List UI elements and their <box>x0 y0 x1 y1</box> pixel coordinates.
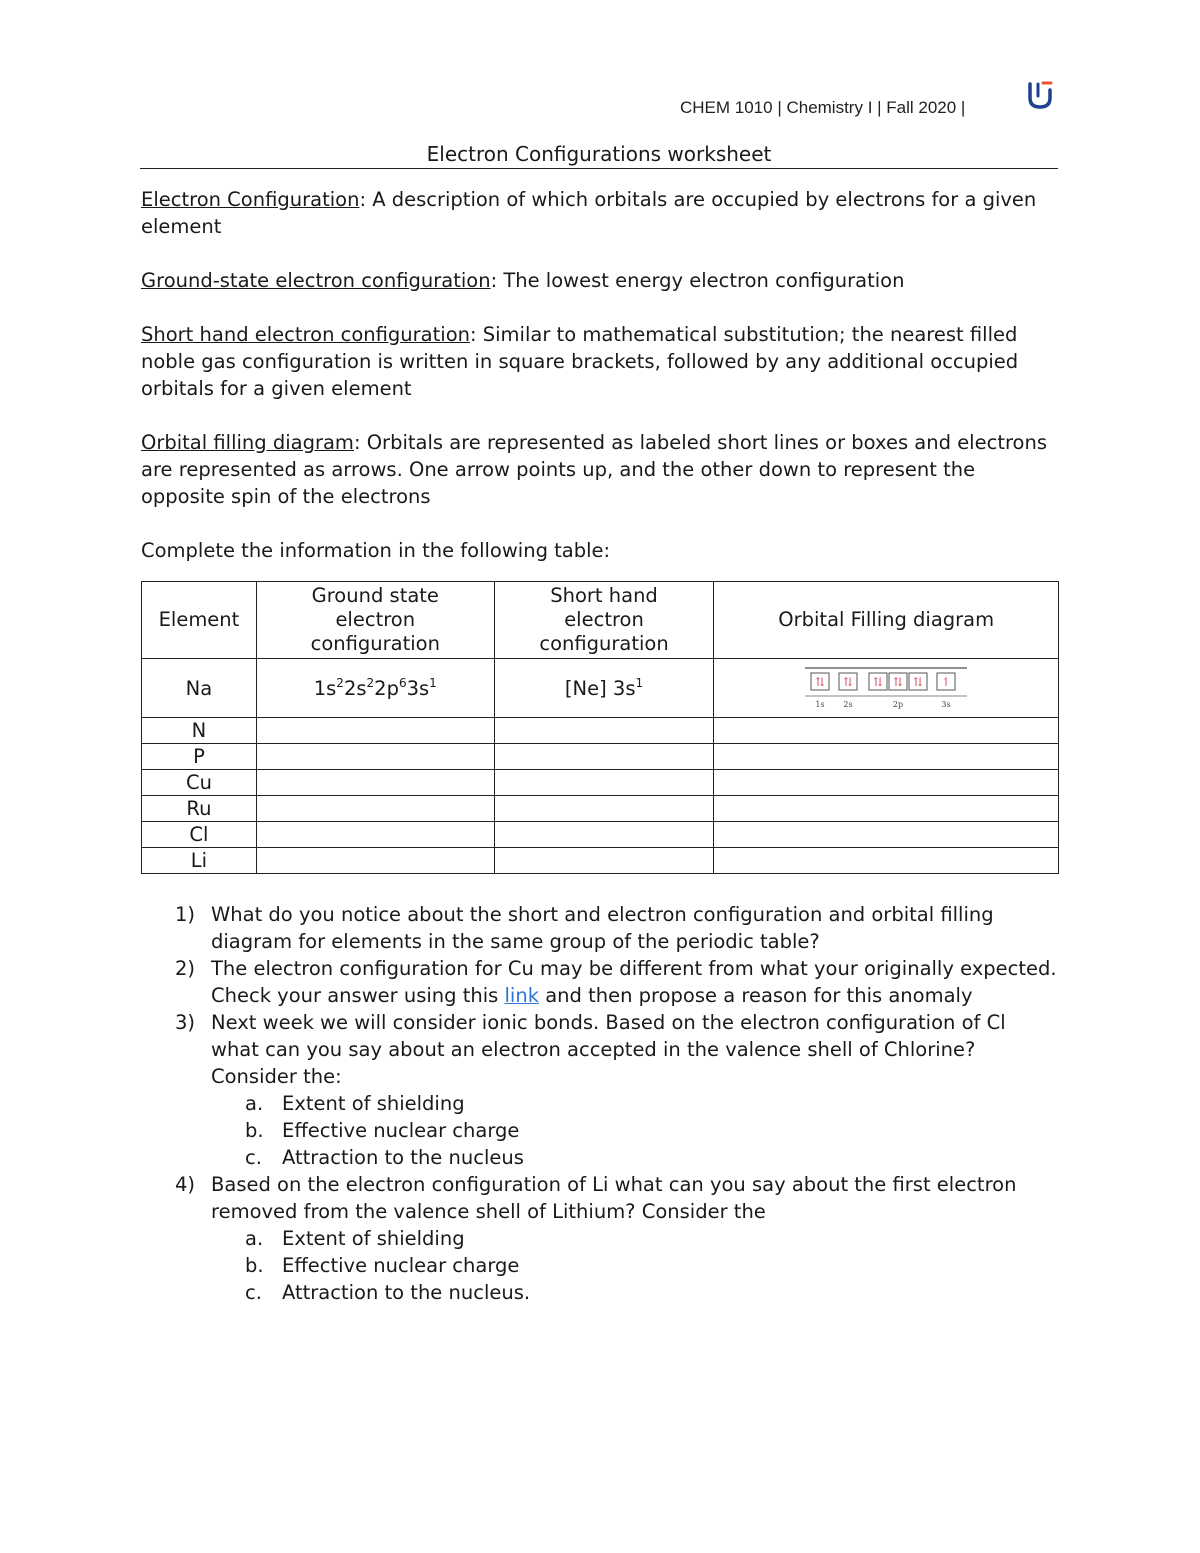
definition-text: : The lowest energy electron configuration <box>490 269 905 292</box>
table-row <box>142 848 1059 874</box>
header-element: Element <box>142 582 257 659</box>
short-hand-answer[interactable] <box>494 744 714 770</box>
example-element: Na <box>142 659 257 718</box>
definition-term: Electron Configuration <box>141 188 360 211</box>
question-2 <box>141 955 1059 1009</box>
short-hand-answer[interactable] <box>494 822 714 848</box>
element-cell: Ru <box>142 796 257 822</box>
svg-text:⇅: ⇅ <box>815 675 826 689</box>
electron-config-table <box>141 581 1059 874</box>
definition-short-hand <box>141 321 1059 402</box>
svg-text:↿: ↿ <box>941 675 952 689</box>
sub-text: Attraction to the nucleus. <box>282 1281 531 1304</box>
sub-text: Attraction to the nucleus <box>282 1146 524 1169</box>
definition-text: : Orbitals are represented as labeled short lines or boxes and electrons are represented as arrows. One arrow points up, and the other down to represent the opposite spin of the electrons <box>141 431 1048 508</box>
orbital-box-2p-2 <box>889 673 907 690</box>
question-text: Next week we will consider ionic bonds. Based on the electron configuration of Cl what can you say about an electron accepted in the valence shell of Chlorine? Consider the: <box>211 1011 1006 1088</box>
ground-state-answer[interactable] <box>256 770 494 796</box>
svg-text:⇅: ⇅ <box>893 675 904 689</box>
definition-text: : Similar to mathematical substitution; the nearest filled noble gas configuration is written in square brackets, followed by any additional occupied orbitals for a given element <box>141 323 1019 400</box>
element-cell: Li <box>142 848 257 874</box>
table-row <box>142 796 1059 822</box>
orbital-diagram-answer[interactable] <box>714 744 1059 770</box>
table-row <box>142 718 1059 744</box>
element-cell: Cl <box>142 822 257 848</box>
question-number: 1) <box>175 903 196 926</box>
question-number: 2) <box>175 957 196 980</box>
question-4-sub-b <box>141 1252 1059 1279</box>
question-text: What do you notice about the short and electron configuration and orbital filling diagram for elements in the same group of the periodic table? <box>211 903 994 953</box>
orbital-label: 3s <box>941 700 951 709</box>
definitions <box>141 186 1059 591</box>
orbital-label: 1s <box>815 700 825 709</box>
table-row-example <box>142 659 1059 718</box>
question-1 <box>141 901 1059 955</box>
question-3-sub-b <box>141 1117 1059 1144</box>
question-4-sub-c <box>141 1279 1059 1306</box>
ground-state-answer[interactable] <box>256 718 494 744</box>
orbital-diagram-answer[interactable] <box>714 718 1059 744</box>
sub-label: a. <box>245 1092 264 1115</box>
orbital-box-1s <box>811 673 829 690</box>
table-row <box>142 770 1059 796</box>
orbital-filling-diagram <box>805 666 967 710</box>
element-cell: P <box>142 744 257 770</box>
orbital-box-2p-1 <box>869 673 887 690</box>
question-3 <box>141 1009 1059 1090</box>
question-3-sub-a <box>141 1090 1059 1117</box>
orbital-label: 2p <box>893 700 904 709</box>
sub-text: Effective nuclear charge <box>282 1119 520 1142</box>
question-4 <box>141 1171 1059 1225</box>
sub-label: b. <box>245 1119 264 1142</box>
element-cell: N <box>142 718 257 744</box>
short-hand-answer[interactable] <box>494 718 714 744</box>
example-ground-state: $1s^22s^22p^63s^1$ <box>256 659 494 718</box>
ground-state-answer[interactable] <box>256 796 494 822</box>
sub-text: Extent of shielding <box>282 1092 465 1115</box>
example-short-hand: [Ne] $3s^1$ <box>494 659 714 718</box>
example-orbital-diagram <box>714 659 1059 718</box>
sub-label: c. <box>245 1146 262 1169</box>
question-text: Based on the electron configuration of Li what can you say about the first electron removed from the valence shell of Lithium? Consider the <box>211 1173 1017 1223</box>
definition-term: Ground-state electron configuration <box>141 269 491 292</box>
table-row <box>142 822 1059 848</box>
course-header: CHEM 1010 | Chemistry I | Fall 2020 | <box>680 98 966 117</box>
university-logo-icon <box>1026 80 1054 110</box>
header-orbital-filling: Orbital Filling diagram <box>714 582 1059 659</box>
ground-state-answer[interactable] <box>256 744 494 770</box>
short-hand-answer[interactable] <box>494 770 714 796</box>
orbital-diagram-answer[interactable] <box>714 796 1059 822</box>
question-4-sub-a <box>141 1225 1059 1252</box>
definition-term: Short hand electron configuration <box>141 323 470 346</box>
ground-state-answer[interactable] <box>256 822 494 848</box>
definition-orbital-filling <box>141 429 1059 510</box>
svg-text:⇅: ⇅ <box>913 675 924 689</box>
table-header-row <box>142 582 1059 659</box>
sub-text: Effective nuclear charge <box>282 1254 520 1277</box>
orbital-box-3s <box>937 673 955 690</box>
header-short-hand: Short hand electron configuration <box>494 582 714 659</box>
svg-text:⇅: ⇅ <box>873 675 884 689</box>
reference-link[interactable]: link <box>504 984 540 1007</box>
question-number: 4) <box>175 1173 196 1196</box>
sub-label: a. <box>245 1227 264 1250</box>
svg-text:⇅: ⇅ <box>843 675 854 689</box>
sub-text: Extent of shielding <box>282 1227 465 1250</box>
sub-label: b. <box>245 1254 264 1277</box>
definition-ground-state <box>141 267 1059 294</box>
short-hand-answer[interactable] <box>494 796 714 822</box>
sub-label: c. <box>245 1281 262 1304</box>
orbital-diagram-answer[interactable] <box>714 770 1059 796</box>
header-ground-state: Ground state electron configuration <box>256 582 494 659</box>
question-3-sub-c <box>141 1144 1059 1171</box>
table-instruction: Complete the information in the following table: <box>141 539 611 562</box>
question-number: 3) <box>175 1011 196 1034</box>
definition-term: Orbital filling diagram <box>141 431 354 454</box>
worksheet-title: Electron Configurations worksheet <box>140 142 1058 169</box>
orbital-diagram-answer[interactable] <box>714 822 1059 848</box>
orbital-box-2s <box>839 673 857 690</box>
definition-electron-configuration <box>141 186 1059 240</box>
question-list <box>141 901 1059 1306</box>
element-cell: Cu <box>142 770 257 796</box>
table-row <box>142 744 1059 770</box>
ground-state-answer[interactable] <box>256 848 494 874</box>
question-text: and then propose a reason for this anomaly <box>539 984 973 1007</box>
orbital-diagram-answer[interactable] <box>714 848 1059 874</box>
question-text: The electron configuration for Cu may be different from what your originally expected. Check your answer using this <box>211 957 1057 1007</box>
definition-text: : A description of which orbitals are occupied by electrons for a given element <box>141 188 1037 238</box>
short-hand-answer[interactable] <box>494 848 714 874</box>
orbital-label: 2s <box>843 700 853 709</box>
orbital-box-2p-3 <box>909 673 927 690</box>
